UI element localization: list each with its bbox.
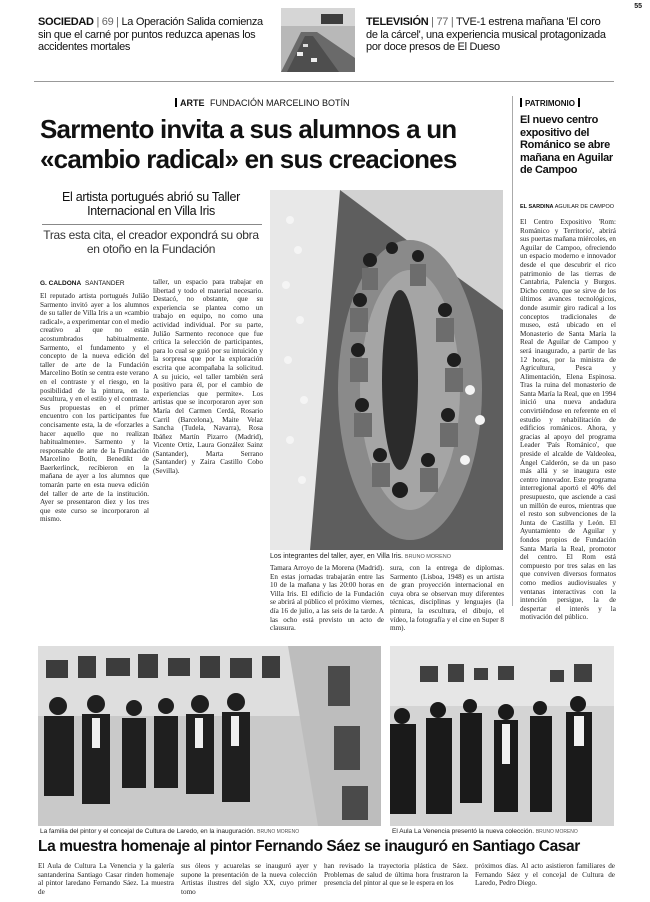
caption-right-credit: BRUNO MORENO	[535, 829, 578, 835]
main-body-col-1: El reputado artista portugués Julião Sarmento invitó ayer a los alumnos de su taller de Villa Iris a un «cambio radical», a experimentar con el medio creativo al que no están acostumbrados habitualmente. Sarmento, el fundamento y el concepto de la nueva edición del taller de arte de la Fundación Marcelino Botín se centra este verano en el contraste y el riesgo, en la posibilidad de la pintura, en la escultura, y en el estilo y el contraste. Sus propuestas en el primer encuentro con los participantes fue concisamente esta, la de «forzarles a hacer aquello que no realizan habitualmente». Sarmento y la responsable de arte de la Fundación Marcelino Botín, Benedikt de Baerkerlinck, recibieron en la mañana de ayer a los alumnos que tomarán parte en esta nueva edición del taller de arte de la institución. Ayer se presentaron diez y los tres que este curso se incorporaron al mismo.	[40, 292, 149, 524]
caption-text: Los integrantes del taller, ayer, en Villa Iris.	[270, 553, 403, 560]
sidebar-byline-name: EL SARDINA	[520, 204, 554, 210]
caption-left-credit: BRUNO MORENO	[257, 829, 300, 835]
teaser-text: La Operación Salida comienza sin que el carné por puntos reduzca apenas los accidentes mortales	[38, 16, 263, 53]
teaser-text: TVE-1 estrena mañana 'El coro de la cárcel', una experiencia musical protagonizada por doce presos de El Dueso	[366, 16, 606, 53]
bottom-body-col-1: El Aula de Cultura La Venencia y la galería santanderina Santiago Casar rinden homenaje al pintor laredano Fernando Sáez. La muestra de	[38, 862, 174, 896]
bottom-photo-family	[38, 646, 381, 826]
main-body-col-3: Tamara Arroyo de la Morena (Madrid). En estas jornadas trabajarán entre las 10 de la mañana y las 20:00 horas en Villa Iris. El edificio de la Fundación se abrirá al público el próximo viernes, día 16 de julio, a las seis de la tarde. A las ocho está previsto un acto de clausura.	[270, 564, 384, 633]
byline-place: SANTANDER	[84, 280, 125, 287]
teaser-highway-photo	[281, 8, 355, 72]
teaser-section: SOCIEDAD	[38, 16, 94, 28]
sidebar-byline-place: AGUILAR DE CAMPOO	[554, 204, 615, 210]
main-subhead: El artista portugués abrió su Taller Internacional en Villa Iris	[62, 190, 240, 218]
bottom-body-col-2: sus óleos y acuarelas se inauguró ayer y supone la presentación de la nueva colección Artistas ilustres del siglo XX, cuyo primer tomo	[181, 862, 317, 896]
main-photo-caption	[270, 553, 503, 560]
main-headline	[40, 114, 510, 174]
bottom-headline: La muestra homenaje al pintor Fernando Sáez se inauguró en Santiago Casar	[38, 838, 580, 855]
sidebar-kicker	[520, 98, 583, 108]
main-kicker	[175, 98, 350, 108]
sidebar-kicker-text: PATRIMONIO	[525, 99, 575, 108]
sidebar-headline: El nuevo centro expositivo del Románico se abre mañana en Aguilar de Campoo	[520, 114, 613, 176]
top-divider	[34, 81, 614, 82]
bottom-body-col-4: próximos días. Al acto asistieron familiares de Fernando Sáez y el concejal de Cultura de Laredo, Pedro Diego.	[475, 862, 615, 888]
sidebar-divider	[512, 96, 513, 606]
teaser-sociedad[interactable]	[38, 16, 274, 54]
main-deck: Tras esta cita, el creador expondrá su obra en otoño en la Fundación	[43, 228, 259, 256]
page-number: 55	[634, 3, 642, 10]
bottom-body-col-3: han revisado la trayectoria plástica de Sáez. Problemas de salud de última hora frustraron la presencia del pintor al que se le espera en los	[324, 862, 468, 888]
caption-credit: BRUNO MORENO	[404, 554, 452, 560]
bottom-caption-left	[40, 828, 380, 835]
sidebar-body: El Centro Expositivo 'Rom: Románico y Territorio', abrirá sus puertas mañana miércoles, en Aguilar de Campoo, ofreciendo un espacio moderno e innovador desde el que descubrir el rico patrimonio de las tierras de Cantabria, Palencia y Burgos. Dicho centro, que se sirve de los últimos avances tecnológicos, donde asumir giro radical a los conceptos tradicionales de museo, está ubicado en el Monasterio de Santa María la Real de Aguilar de Campoo y será inaugurado, a partir de las 12 horas, por la ministra de Agricultura, Pesca y Alimentación, Elena Espinosa. Tras la ruina del monasterio de Santa María la Real, que en 1994 inició una nueva andadura convirtiéndose en referente en el estudio y rehabilitación de edificios románicos. Ahora, y gracias al apoyo del programa Leader 'País Románico', que preside el alcalde de Valdeolea, Ángel Calderón, se da un paso más allá y se inaugura este centro innovador. Este programa interregional aportó el 40% del presupuesto, que asciende a casi un millón de euros, mientras que el resto son subvenciones de la Junta de Castilla y León. El Ayuntamiento de Aguilar y fondos propios de Fundación Santa María la Real, promotor del centro. El Rom está compuesto por tres salas en las que conviven diversos formatos como medios audiovisuales y ventanas interactivas con la intención persigue, la de despertar el interés y la motivación del público.	[520, 218, 616, 622]
main-body-col-2: taller, un espacio para trabajar en libertad y todo el material necesario. Destacó, no obstante, que su experiencia se plantea como un trabajo en equipo, no como una actividad individual. Por su parte, Julião Sarmento reconoce que fue crítica la selección de participantes, para lo cual se guió por su intuición y la sorpresa que por la exploración escrita que acompañaba la solicitud. A su juicio, «el taller también será positivo para él, por el cambio de experiencias que permite». Los artistas que se incorporaron ayer son María del Carmen Cerdá, Rosario Carril (Barcelona), Maite Velaz Sancha (Tudela, Navarra), Rosa Ibáñez Martín Pizarro (Madrid), Vicente Ortiz, Laura González Sainz (Santander), Marta Serrano (Santander) y Zaira Castillo Cobo (Sevilla).	[153, 278, 263, 476]
headline-line-1: Sarmento invita a sus alumnos a un	[40, 114, 457, 144]
main-body-col-4: sura, con la entrega de diplomas. Sarmento (Lisboa, 1948) es un artista de gran proyección internacional en cuya obra se observan muy diferentes técnicas, disciplinas y lenguajes (la pintura, la escultura, el dibujo, el vídeo, la fotografía y el cine en Super 8 mm).	[390, 564, 504, 633]
teaser-television[interactable]	[366, 16, 612, 54]
sidebar-byline	[520, 204, 614, 210]
main-byline	[40, 280, 125, 287]
bottom-photo-exhibition	[390, 646, 614, 826]
teaser-section: TELEVISIÓN	[366, 16, 429, 28]
caption-left-text: La familia del pintor y el concejal de Cultura de Laredo, en la inauguración.	[40, 828, 256, 835]
headline-line-2: «cambio radical» en sus creaciones	[40, 144, 457, 174]
main-photo-staircase	[270, 190, 503, 550]
byline-name: G. CALDONA	[40, 280, 82, 287]
caption-right-text: El Aula La Venencia presentó la nueva colección.	[392, 828, 535, 835]
teaser-page: | 69 |	[96, 16, 119, 28]
kicker-section: ARTE	[180, 98, 205, 108]
bottom-caption-right	[392, 828, 616, 835]
kicker-topic: FUNDACIÓN MARCELINO BOTÍN	[210, 98, 350, 108]
teaser-page: | 77 |	[431, 16, 454, 28]
subhead-divider	[42, 224, 262, 225]
